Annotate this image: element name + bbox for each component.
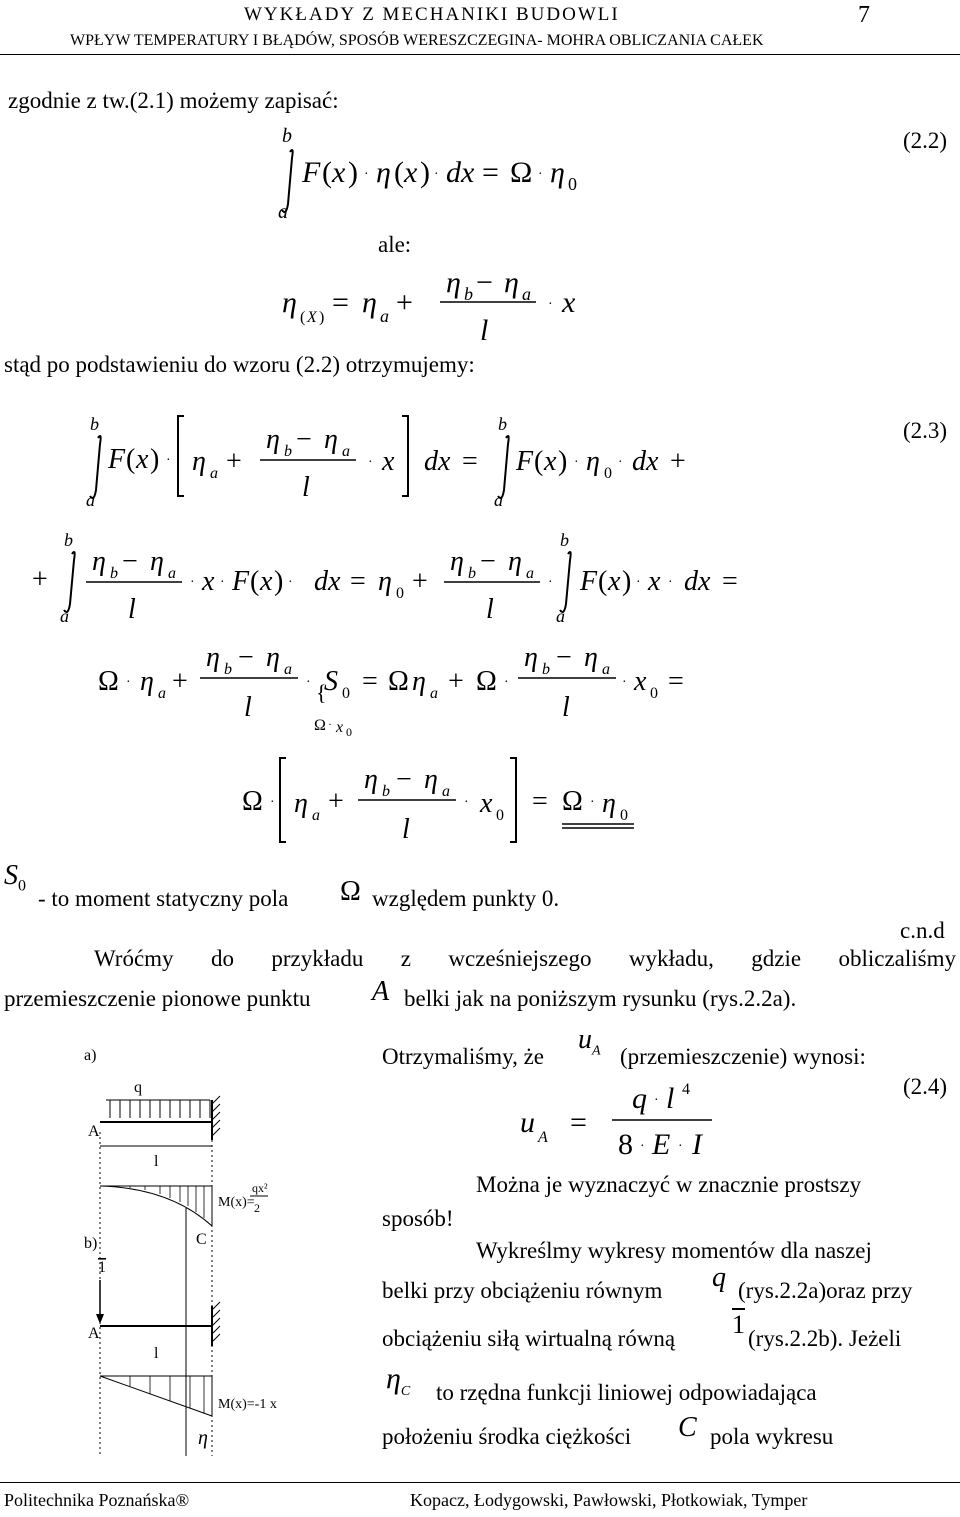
svg-text:a: a [168, 565, 176, 582]
svg-text:a: a [60, 606, 69, 626]
svg-text:η: η [266, 424, 280, 455]
svg-text:F: F [232, 566, 250, 597]
svg-text:=: = [350, 566, 366, 597]
svg-text:a: a [430, 685, 438, 702]
paragraph-return-line2b: belki jak na poniższym rysunku (rys.2.2a). [404, 986, 797, 1011]
equation-2-3-line3 [96, 636, 716, 746]
svg-text:η: η [524, 642, 538, 673]
svg-text:·: · [574, 455, 579, 470]
svg-text:): ) [274, 566, 284, 597]
text-simpler: Można je wyznaczyć w znacznie prostszy [476, 1172, 862, 1197]
svg-text:(: ( [534, 446, 544, 477]
svg-text:−: − [396, 764, 412, 795]
running-subtitle: WPŁYW TEMPERATURY I BŁĄDÓW, SPOSÓB WERESZCZEGINA- MOHRA OBLICZANIA CAŁEK [70, 32, 764, 49]
svg-text:b: b [224, 661, 232, 678]
svg-text:η: η [362, 286, 377, 319]
svg-text:0: 0 [620, 807, 628, 824]
svg-text:η: η [504, 266, 519, 299]
svg-text:·: · [618, 455, 623, 470]
svg-text:F: F [516, 446, 534, 477]
svg-text:Ω: Ω [476, 666, 497, 697]
svg-text:·: · [654, 1093, 659, 1108]
figure-2-2 [70, 1036, 370, 1466]
paragraph-return-line1: Wróćmy do przykładu z wcześniejszego wykładu, gdzie obliczaliśmy [94, 946, 956, 971]
svg-text:−: − [238, 642, 254, 673]
svg-text:η: η [550, 156, 565, 189]
svg-text:l: l [486, 594, 494, 625]
svg-text:dx: dx [424, 446, 451, 477]
s0-definition-end: względem punkty 0. [372, 886, 560, 911]
svg-text:x: x [480, 788, 493, 819]
text-way: sposób! [382, 1206, 454, 1231]
running-title: WYKŁADY Z MECHANIKI BUDOWLI [244, 4, 620, 25]
svg-text:b: b [542, 661, 550, 678]
svg-text:b: b [468, 565, 476, 582]
svg-text:a: a [380, 306, 389, 326]
svg-text:η: η [508, 546, 522, 577]
svg-text:x: x [336, 719, 344, 736]
svg-text:): ) [348, 156, 358, 189]
svg-text:−: − [122, 546, 138, 577]
svg-text:+: + [670, 446, 686, 477]
svg-text:l: l [302, 472, 310, 503]
label-A-a: A [88, 1123, 100, 1140]
svg-text:0: 0 [342, 685, 350, 702]
svg-text:I: I [692, 1128, 702, 1161]
svg-text:F: F [108, 444, 126, 475]
text-obtained: Otrzymaliśmy, że [382, 1044, 545, 1069]
svg-text:(: ( [300, 309, 306, 326]
svg-text:l: l [666, 1082, 675, 1115]
svg-text:·: · [590, 795, 595, 810]
svg-text:=: = [570, 1106, 587, 1139]
svg-text:0: 0 [650, 685, 658, 702]
svg-text:=: = [722, 566, 738, 597]
svg-text:Ω: Ω [314, 717, 326, 734]
svg-text:a: a [526, 565, 534, 582]
svg-text:η: η [92, 546, 106, 577]
svg-text:·: · [622, 675, 627, 690]
svg-text:b: b [498, 414, 507, 434]
svg-text:b: b [64, 530, 73, 550]
svg-text:·: · [220, 575, 225, 590]
svg-text:b: b [464, 284, 473, 304]
svg-text:): ) [622, 566, 632, 597]
svg-text:(: ( [394, 156, 404, 189]
svg-text:·: · [678, 1139, 683, 1154]
svg-text:b: b [560, 530, 569, 550]
label-l-b: l [154, 1345, 159, 1362]
svg-text:dx: dx [684, 566, 711, 597]
svg-text:η: η [266, 642, 280, 673]
label-q: q [134, 1079, 142, 1096]
svg-text:η: η [446, 266, 461, 299]
svg-text:·: · [364, 167, 369, 182]
svg-text:x: x [332, 156, 346, 189]
text-draw-line2a: belki przy obciążeniu równym [382, 1278, 663, 1303]
svg-text:F: F [302, 156, 321, 189]
svg-text:a: a [284, 661, 292, 678]
svg-text:l: l [480, 314, 489, 347]
svg-text:·: · [270, 795, 275, 810]
svg-text:(: ( [250, 566, 260, 597]
s0-definition: - to moment statyczny pola [38, 886, 289, 911]
label-moment-b: M(x)=-1 x [218, 1397, 277, 1412]
svg-text:·: · [328, 717, 332, 731]
svg-text:=: = [462, 446, 478, 477]
page-number: 7 [858, 2, 870, 28]
svg-text:0: 0 [604, 465, 612, 482]
svg-text:−: − [480, 546, 496, 577]
svg-text:u: u [520, 1106, 535, 1139]
svg-text:dx: dx [632, 446, 659, 477]
svg-text:0: 0 [396, 585, 404, 602]
footer-rule [0, 1482, 960, 1483]
svg-text:x: x [562, 286, 576, 319]
symbol-uA: $u_A$ [578, 1024, 601, 1059]
svg-text:F: F [580, 566, 598, 597]
svg-text:0: 0 [496, 807, 504, 824]
svg-text:x: x [136, 444, 149, 475]
text-draw-line3b: (rys.2.2b). Jeżeli [748, 1326, 902, 1351]
svg-text:): ) [150, 444, 160, 475]
svg-text:η: η [424, 764, 438, 795]
label-moment-a-den: 2 [254, 1201, 260, 1215]
svg-text:): ) [319, 309, 325, 326]
svg-text:+: + [172, 666, 188, 697]
paragraph-return-line2a: przemieszczenie pionowe punktu [4, 986, 311, 1011]
svg-text:·: · [668, 575, 673, 590]
svg-text:dx: dx [446, 156, 475, 189]
symbol-q: q [712, 1262, 726, 1293]
text-ordinate-line1: to rzędna funkcji liniowej odpowiadająca [436, 1380, 817, 1405]
svg-text:·: · [464, 795, 469, 810]
svg-text:−: − [296, 424, 312, 455]
svg-text:+: + [226, 446, 242, 477]
text-ordinate-line2a: położeniu środka ciężkości [382, 1424, 632, 1449]
svg-text:0: 0 [568, 174, 577, 194]
svg-text:−: − [476, 266, 493, 299]
svg-text:·: · [434, 167, 439, 182]
svg-text:(: ( [598, 566, 608, 597]
svg-text:b: b [90, 414, 99, 434]
figure-label-b: b) [84, 1235, 98, 1252]
paragraph-substitution: stąd po podstawieniu do wzoru (2.2) otrzymujemy: [4, 352, 475, 377]
svg-text:x: x [202, 566, 215, 597]
svg-text:x: x [608, 566, 621, 597]
svg-text:x: x [260, 566, 273, 597]
svg-text:Ω: Ω [562, 786, 583, 817]
svg-text:a: a [522, 284, 531, 304]
svg-text:A: A [538, 1129, 548, 1146]
text-ordinate-line2b: pola wykresu [710, 1424, 834, 1449]
svg-text:η: η [324, 424, 338, 455]
svg-text:): ) [420, 156, 430, 189]
symbol-omega: Ω [340, 876, 361, 907]
equation-2-3-line2 [30, 530, 770, 630]
svg-text:+: + [32, 564, 48, 595]
svg-text:=: = [668, 666, 684, 697]
svg-text:a: a [158, 685, 166, 702]
svg-text:E: E [652, 1128, 671, 1161]
label-l-a: l [154, 1153, 159, 1170]
equation-2-4 [516, 1076, 736, 1162]
svg-text:·: · [636, 575, 641, 590]
svg-text:x: x [544, 446, 557, 477]
equation-2-3-line4 [240, 752, 660, 852]
svg-text:a: a [556, 606, 565, 626]
svg-text:4: 4 [682, 1081, 690, 1098]
svg-text:·: · [166, 453, 171, 468]
svg-text:8: 8 [618, 1128, 633, 1161]
svg-text:η: η [584, 642, 598, 673]
ale-label: ale: [378, 232, 412, 257]
svg-text:·: · [190, 575, 195, 590]
equation-number-2-2: (2.2) [903, 128, 948, 153]
svg-text:a: a [312, 807, 320, 824]
svg-text:a: a [210, 465, 218, 482]
svg-text:l: l [244, 692, 252, 723]
svg-text:l: l [562, 692, 570, 723]
text-draw-line3a: obciążeniu siłą wirtualną równą [382, 1326, 676, 1351]
label-C: C [196, 1231, 207, 1248]
svg-text:a: a [278, 201, 288, 220]
svg-text:=: = [532, 786, 548, 817]
svg-text:b: b [382, 783, 390, 800]
footer-authors: Kopacz, Łodygowski, Pawłowski, Płotkowiak, Tymper [410, 1490, 808, 1510]
svg-text:+: + [412, 566, 428, 597]
svg-text:(: ( [126, 444, 136, 475]
symbol-A: A [372, 976, 390, 1007]
svg-text:·: · [126, 675, 131, 690]
svg-text:η: η [282, 286, 297, 319]
equation-2-3-line1 [80, 408, 720, 508]
svg-text:η: η [294, 788, 308, 819]
svg-text:·: · [548, 575, 553, 590]
svg-text:Ω: Ω [510, 156, 533, 189]
svg-text:η: η [602, 788, 616, 819]
svg-text:η: η [586, 446, 600, 477]
svg-text:x: x [634, 666, 647, 697]
svg-text:+: + [328, 786, 344, 817]
svg-text:η: η [140, 666, 154, 697]
equation-2-2 [260, 120, 620, 220]
svg-text:η: η [376, 156, 391, 189]
svg-text:{: { [316, 680, 327, 705]
svg-text:q: q [632, 1082, 647, 1115]
svg-text:x: x [382, 446, 395, 477]
svg-text:η: η [412, 666, 426, 697]
footer-institution: Politechnika Poznańska® [4, 1490, 190, 1510]
svg-text:=: = [482, 156, 499, 189]
svg-text:dx: dx [314, 566, 341, 597]
svg-text:X: X [307, 309, 317, 326]
svg-text:0: 0 [346, 725, 352, 739]
svg-text:·: · [368, 455, 373, 470]
svg-text:Ω: Ω [98, 666, 119, 697]
svg-text:·: · [548, 297, 553, 312]
svg-text:·: · [288, 575, 293, 590]
svg-text:η: η [364, 764, 378, 795]
svg-text:Ω: Ω [388, 666, 409, 697]
svg-text:(: ( [322, 156, 332, 189]
text-displacement: (przemieszczenie) wynosi: [620, 1044, 866, 1069]
svg-text:b: b [110, 565, 118, 582]
svg-text:η: η [206, 642, 220, 673]
svg-text:η: η [378, 566, 392, 597]
svg-text:a: a [342, 443, 350, 460]
svg-text:·: · [306, 675, 311, 690]
svg-text:l: l [402, 814, 410, 845]
equation-number-2-4: (2.4) [903, 1074, 948, 1099]
svg-text:η: η [450, 546, 464, 577]
svg-text:a: a [86, 490, 95, 508]
symbol-unit-force: 1 [732, 1310, 745, 1339]
svg-text:x: x [404, 156, 418, 189]
symbol-C: C [678, 1412, 697, 1443]
text-draw-line1: Wykreślmy wykresy momentów dla naszej [476, 1238, 872, 1263]
equation-eta-x [280, 262, 610, 352]
label-eta: η [198, 1427, 208, 1449]
svg-text:·: · [640, 1139, 645, 1154]
svg-text:a: a [442, 783, 450, 800]
figure-label-a: a) [84, 1047, 97, 1064]
svg-text:a: a [602, 661, 610, 678]
label-moment-a-num: qx² [252, 1181, 268, 1195]
svg-text:=: = [332, 286, 349, 319]
symbol-eta-c: $\eta_C$ [386, 1362, 411, 1399]
svg-text:l: l [128, 594, 136, 625]
svg-text:x: x [648, 566, 661, 597]
label-moment-a: M(x)= [218, 1195, 255, 1210]
paragraph-intro: zgodnie z tw.(2.1) możemy zapisać: [8, 88, 339, 113]
svg-text:S: S [324, 666, 338, 697]
svg-text:η: η [192, 446, 206, 477]
label-A-b: A [88, 1325, 100, 1342]
svg-text:+: + [448, 666, 464, 697]
svg-text:·: · [504, 675, 509, 690]
svg-text:−: − [556, 642, 572, 673]
svg-text:Ω: Ω [242, 786, 263, 817]
svg-text:b: b [282, 125, 292, 147]
label-unit-force: 1 [98, 1259, 106, 1276]
equation-number-2-3: (2.3) [903, 418, 948, 443]
qed-mark: c.n.d [900, 918, 945, 943]
svg-text:η: η [150, 546, 164, 577]
svg-text:·: · [538, 167, 543, 182]
svg-text:=: = [362, 666, 378, 697]
header-rule [0, 54, 960, 55]
svg-text:a: a [494, 490, 503, 508]
svg-text:): ) [558, 446, 568, 477]
svg-text:b: b [284, 443, 292, 460]
symbol-s0: $S_0$ [4, 860, 26, 895]
text-draw-line2b: (rys.2.2a)oraz przy [738, 1278, 913, 1303]
svg-text:+: + [396, 286, 413, 319]
